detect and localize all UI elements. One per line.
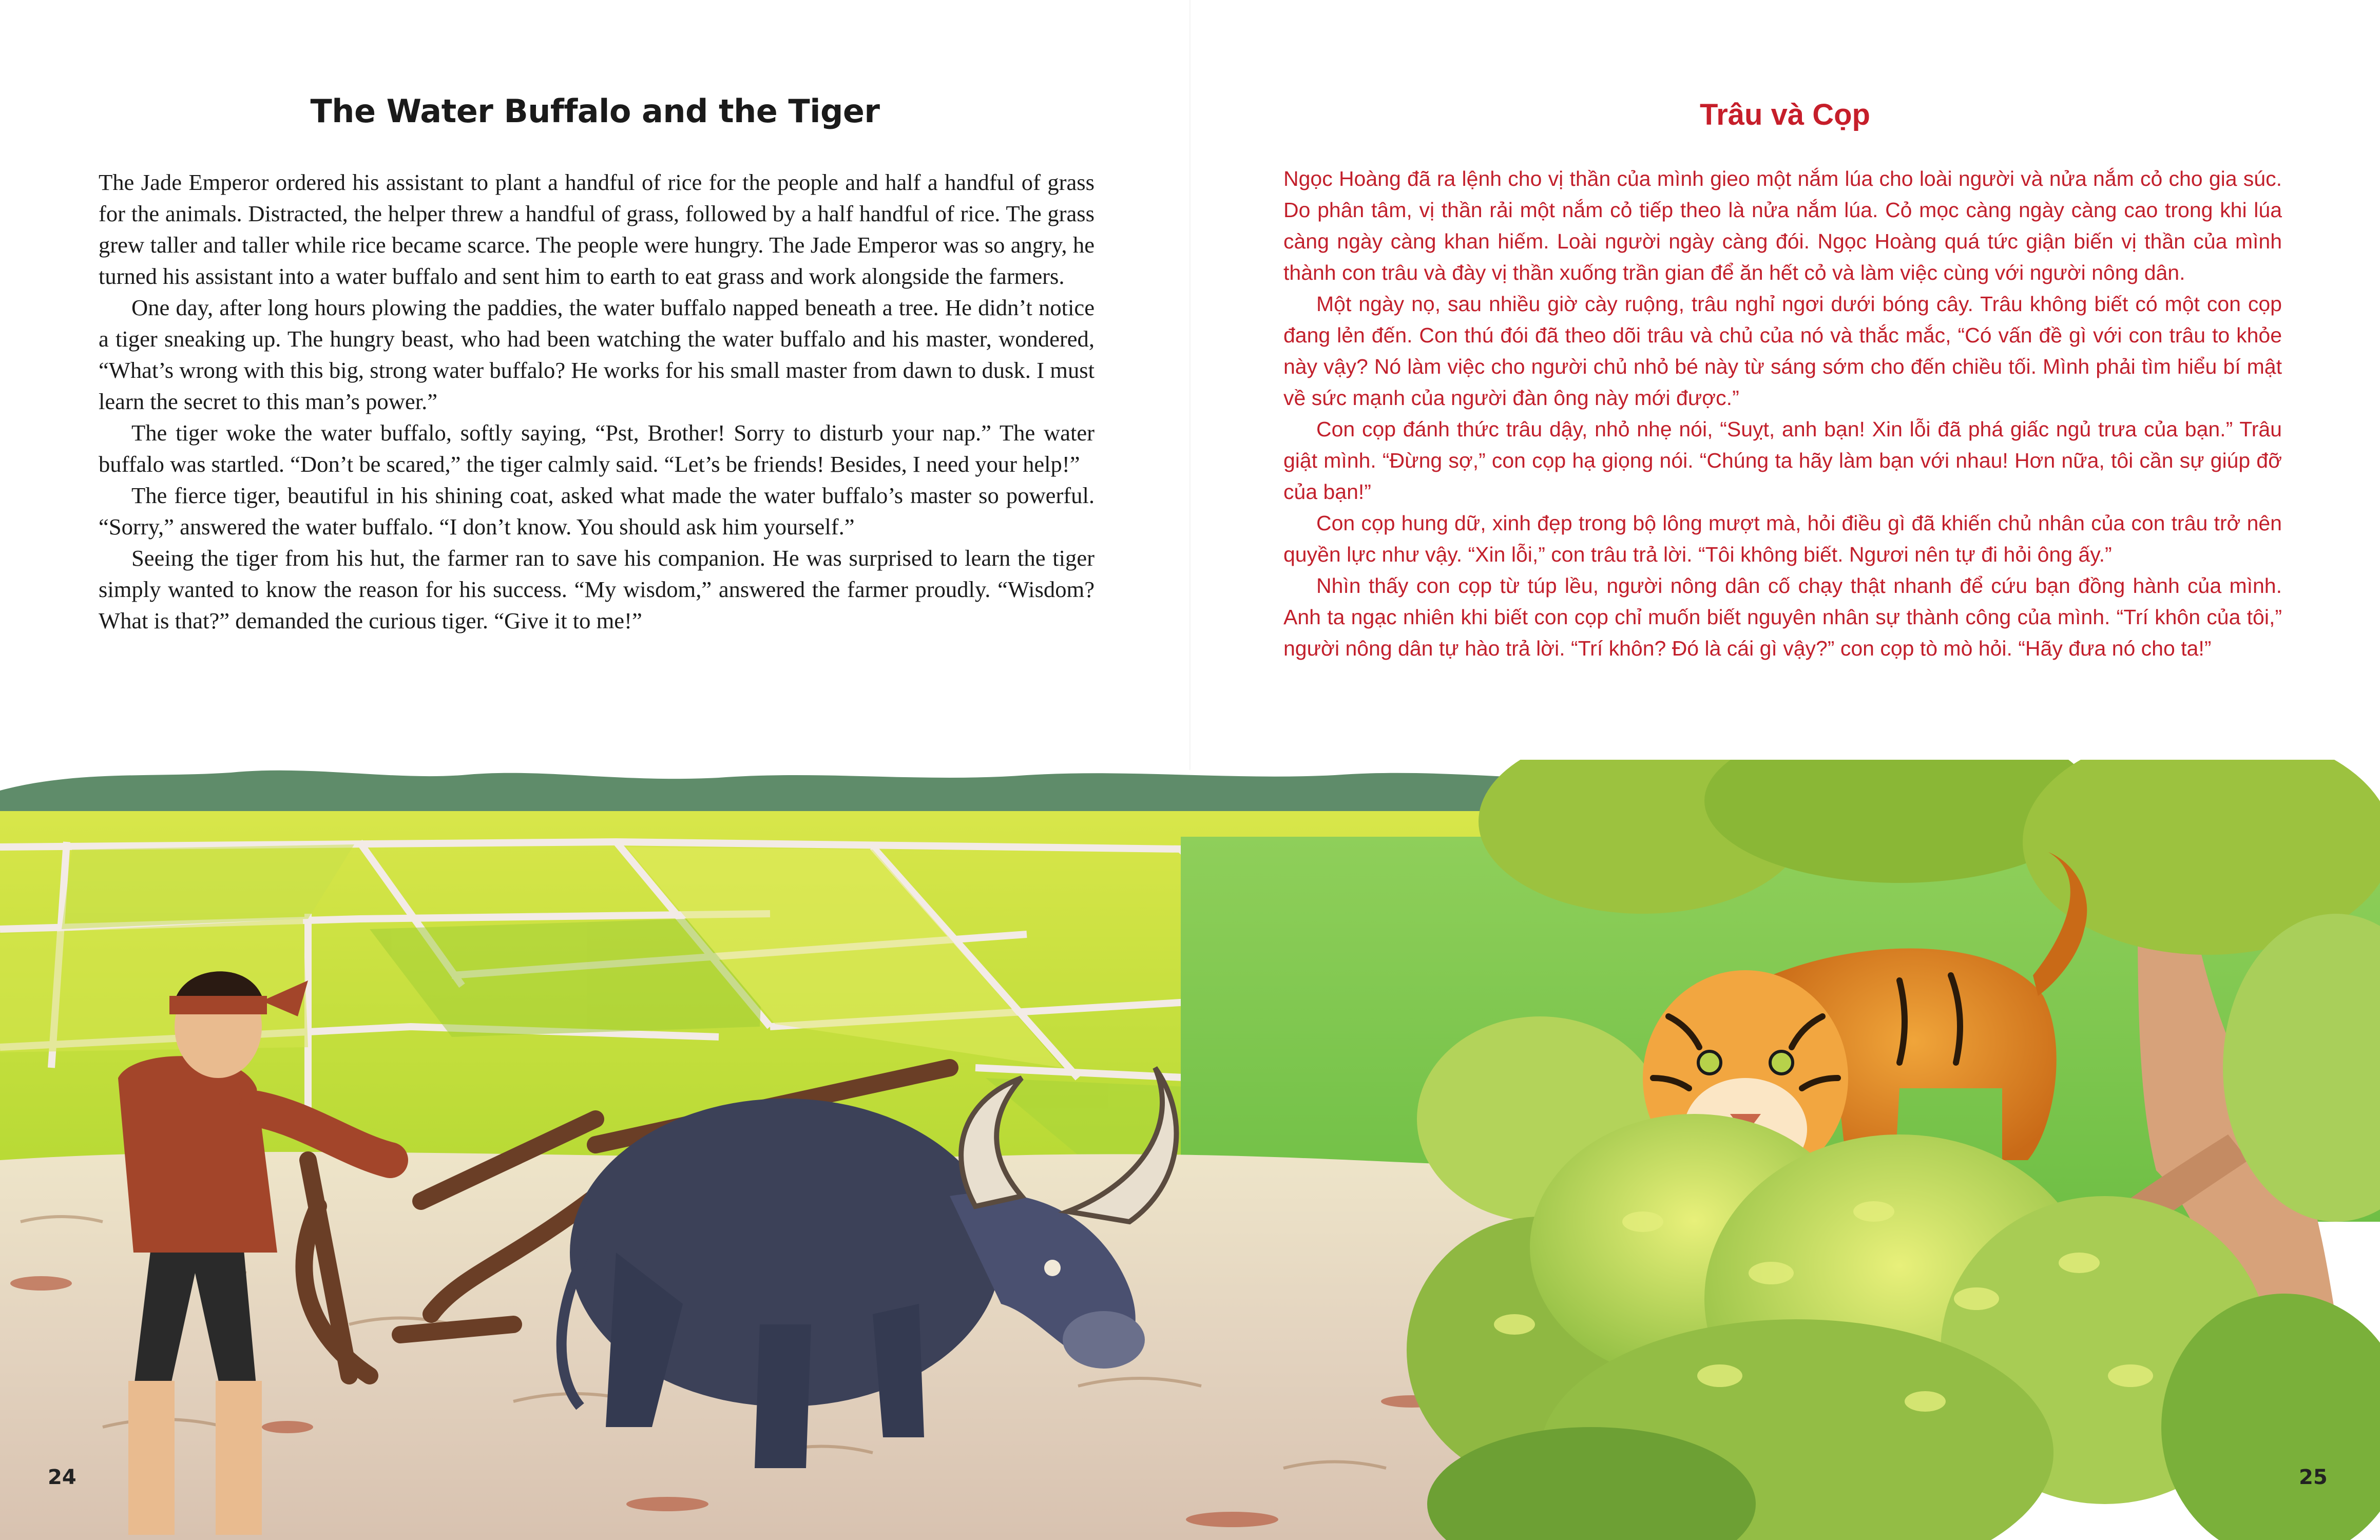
english-paragraph-1: The Jade Emperor ordered his assistant to plant a handful of rice for the people and half a handful of grass for the animals. Distracted, the helper threw a handful of grass, followed by a half handful of rice. The grass grew taller and taller while rice became scarce. The people were hungry. The Jade Emperor was so angry, he turned his assistant into a water buffalo and sent him to earth to eat grass and work alongside the farmers.: [99, 169, 1095, 289]
story-illustration: [0, 760, 2380, 1540]
english-paragraph-4: The fierce tiger, beautiful in his shining coat, asked what made the water buffalo’s master so powerful. “Sorry,” answered the water buffalo. “I don’t know. You should ask him yourself.”: [99, 483, 1095, 540]
english-paragraph-5: Seeing the tiger from his hut, the farmer ran to save his companion. He was surprised to learn the tiger simply wanted to know the reason for his success. “My wisdom,” answered the farmer proudly. “Wisdom? What is that?” demanded the curious tiger. “Give it to me!”: [99, 545, 1095, 633]
vietnamese-story-column: [1283, 163, 2282, 664]
english-paragraph-3: The tiger woke the water buffalo, softly saying, “Pst, Brother! Sorry to disturb your nap.” The water buffalo was startled. “Don’t be scared,” the tiger calmly said. “Let’s be friends! Besides, I need your help!”: [99, 420, 1095, 477]
vietnamese-title: Trâu và Cọp: [1700, 98, 1870, 131]
english-title: The Water Buffalo and the Tiger: [310, 92, 880, 130]
page-number-left: 24: [48, 1466, 76, 1489]
illustration-canvas: [0, 760, 2380, 1540]
vietnamese-paragraph-2: Một ngày nọ, sau nhiều giờ cày ruộng, trâu nghỉ ngơi dưới bóng cây. Trâu không biết có một con cọp đang lẻn đến. Con thú đói đã theo dõi trâu và chủ của nó và thắc mắc, “Có vấn đề gì với con trâu to khỏe này vậy? Nó làm việc cho người chủ nhỏ bé này từ sáng sớm cho đến chiều tối. Mình phải tìm hiểu bí mật về sức mạnh của người đàn ông này mới được.”: [1283, 292, 2282, 410]
vietnamese-paragraph-3: Con cọp đánh thức trâu dậy, nhỏ nhẹ nói, “Suỵt, anh bạn! Xin lỗi đã phá giấc ngủ trưa của bạn.” Trâu giật mình. “Đừng sợ,” con cọp hạ giọng nói. “Chúng ta hãy làm bạn với nhau! Hơn nữa, tôi cần sự giúp đỡ của bạn!”: [1283, 417, 2282, 504]
english-story-column: [99, 167, 1095, 637]
page-number-right: 25: [2299, 1466, 2328, 1489]
vietnamese-paragraph-5: Nhìn thấy con cọp từ túp lều, người nông dân cố chạy thật nhanh để cứu bạn đồng hành của mình. Anh ta ngạc nhiên khi biết con cọp chỉ muốn biết nguyên nhân sự thành công của mình. “Trí khôn của tôi,” người nông dân tự hào trả lời. “Trí khôn? Đó là cái gì vậy?” con cọp tò mò hỏi. “Hãy đưa nó cho ta!”: [1283, 574, 2282, 660]
english-paragraph-2: One day, after long hours plowing the paddies, the water buffalo napped beneath a tree. He didn’t notice a tiger sneaking up. The hungry beast, who had been watching the water buffalo and his master, wondered, “What’s wrong with this big, strong water buffalo? He works for his small master from dawn to dusk. I must learn the secret to this man’s power.”: [99, 295, 1095, 414]
vietnamese-paragraph-1: Ngọc Hoàng đã ra lệnh cho vị thần của mình gieo một nắm lúa cho loài người và nửa nắm cỏ cho gia súc. Do phân tâm, vị thần rải một nắm cỏ tiếp theo là nửa nắm lúa. Cỏ mọc càng ngày càng cao trong khi lúa càng ngày càng khan hiếm. Loài người ngày càng đói. Ngọc Hoàng quá tức giận biến vị thần của mình thành con trâu và đày vị thần xuống trần gian để ăn hết cỏ và làm việc cùng với người nông dân.: [1283, 167, 2282, 284]
vietnamese-paragraph-4: Con cọp hung dữ, xinh đẹp trong bộ lông mượt mà, hỏi điều gì đã khiến chủ nhân của con trâu trở nên quyền lực như vậy. “Xin lỗi,” con trâu trả lời. “Tôi không biết. Ngươi nên tự đi hỏi ông ấy.”: [1283, 511, 2282, 566]
